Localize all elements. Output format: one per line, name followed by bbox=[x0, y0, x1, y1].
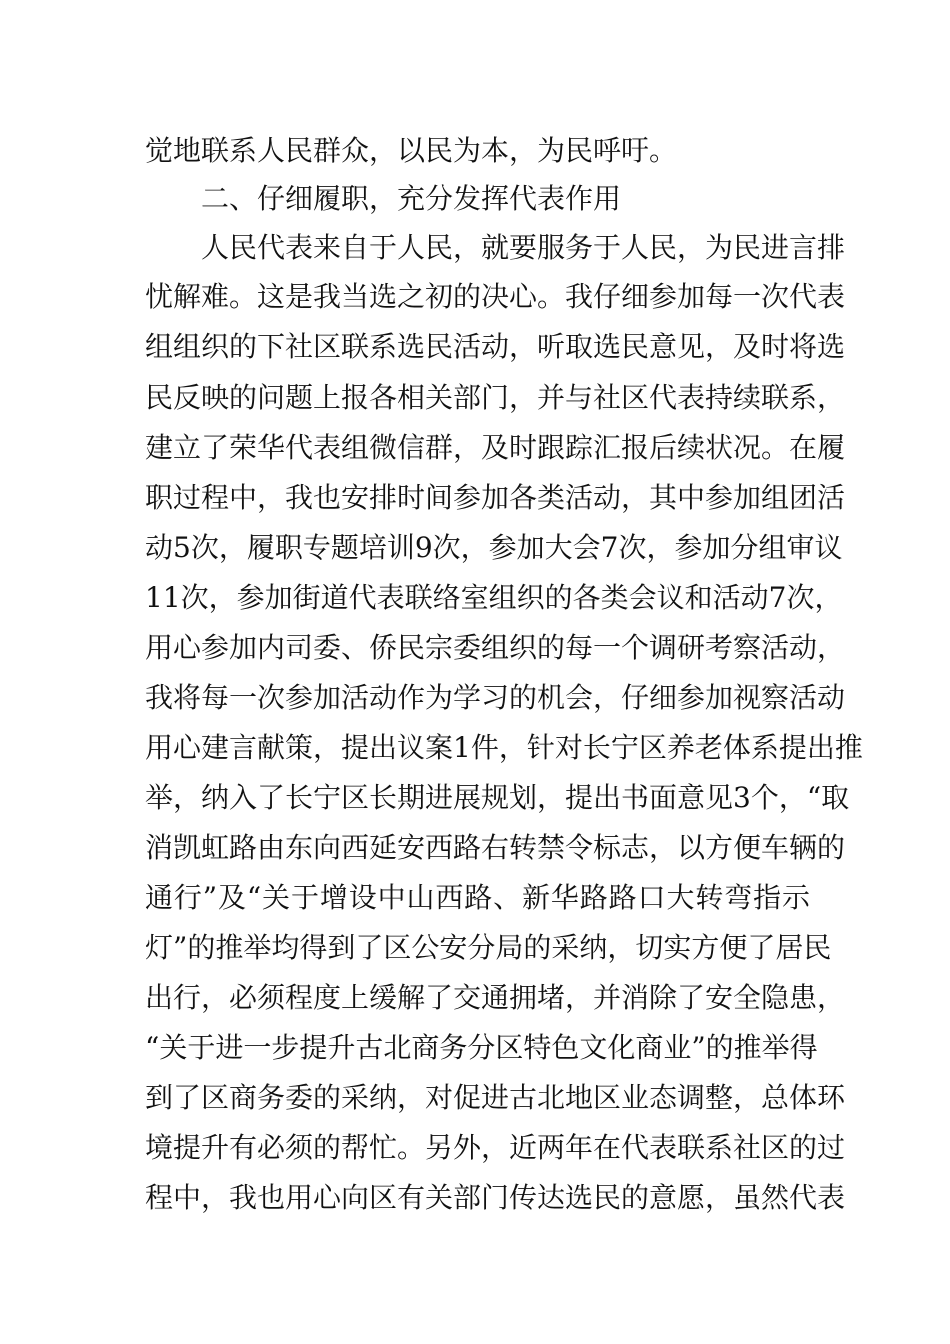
text-line: 11次，参加街道代表联络室组织的各类会议和活动7次， bbox=[145, 581, 843, 614]
text-line: 动5次，履职专题培训9次，参加大会7次，参加分组审议 bbox=[145, 531, 843, 564]
text-line: 消凯虹路由东向西延安西路右转禁令标志，以方便车辆的 bbox=[145, 831, 846, 864]
text-line: 我将每一次参加活动作为学习的机会，仔细参加视察活动 bbox=[145, 681, 846, 714]
text-line: 出行，必须程度上缓解了交通拥堵，并消除了安全隐患， bbox=[145, 981, 846, 1014]
text-line: 程中，我也用心向区有关部门传达选民的意愿，虽然代表 bbox=[145, 1181, 846, 1214]
text-line: 境提升有必须的帮忙。另外，近两年在代表联系社区的过 bbox=[145, 1131, 846, 1164]
text-line: 职过程中，我也安排时间参加各类活动，其中参加组团活 bbox=[145, 481, 846, 514]
text-line: 用心建言献策，提出议案1件，针对长宁区养老体系提出推 bbox=[145, 731, 863, 764]
text-line: 忧解难。这是我当选之初的决心。我仔细参加每一次代表 bbox=[145, 280, 846, 313]
text-line: 灯”的推举均得到了区公安分局的采纳，切实方便了居民 bbox=[145, 931, 832, 964]
text-line: 民反映的问题上报各相关部门，并与社区代表持续联系， bbox=[145, 381, 846, 414]
text-line: 举，纳入了长宁区长期进展规划，提出书面意见3个，“取 bbox=[145, 781, 850, 814]
text-line: 人民代表来自于人民，就要服务于人民，为民进言排 bbox=[201, 231, 846, 264]
text-line: “关于进一步提升古北商务分区特色文化商业”的推举得 bbox=[145, 1031, 818, 1064]
text-line: 到了区商务委的采纳，对促进古北地区业态调整，总体环 bbox=[145, 1081, 846, 1114]
text-line: 觉地联系人民群众，以民为本，为民呼吁。 bbox=[145, 134, 678, 167]
section-heading: 二、仔细履职，充分发挥代表作用 bbox=[201, 182, 622, 215]
text-line: 建立了荣华代表组微信群，及时跟踪汇报后续状况。在履 bbox=[145, 431, 846, 464]
text-line: 用心参加内司委、侨民宗委组织的每一个调研考察活动， bbox=[145, 631, 846, 664]
text-line: 组组织的下社区联系选民活动，听取选民意见，及时将选 bbox=[145, 330, 846, 363]
text-line: 通行”及“关于增设中山西路、新华路路口大转弯指示 bbox=[145, 881, 810, 914]
